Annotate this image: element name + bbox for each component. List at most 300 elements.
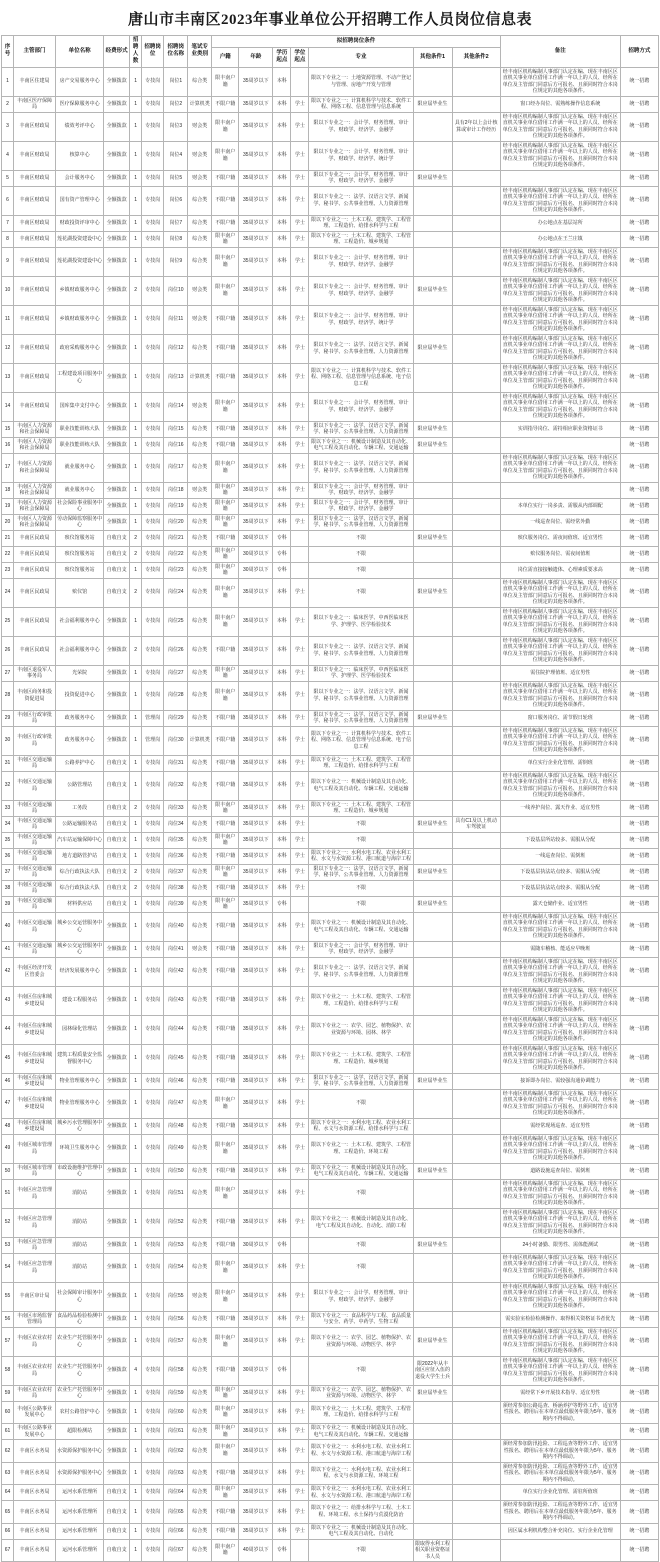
cell-hukou: 不限户籍 <box>212 1356 239 1385</box>
cell-major: 不限 <box>309 1539 413 1562</box>
cell-c2 <box>452 912 500 941</box>
cell-postname: 岗位14 <box>164 392 188 421</box>
cell-post: 专技岗 <box>142 112 164 141</box>
cell-remark: 须经常参加防汛抢险、工程巡查等野外工作、适宜男性报名、聘用后在本单位最低服务年限为5年、服务期内不得调动。 <box>500 1501 620 1524</box>
cell-num: 2 <box>130 276 142 305</box>
cell-c2 <box>452 1485 500 1501</box>
cell-num: 1 <box>130 1208 142 1237</box>
cell-unit: 运河水系管理所 <box>56 1485 104 1501</box>
cell-cat: 综合类 <box>188 1424 212 1440</box>
cell-method: 统一招聘 <box>620 1179 658 1208</box>
col-header-method: 招聘方式 <box>620 36 658 68</box>
cell-postname: 岗位66 <box>164 1523 188 1539</box>
cell-c1 <box>413 215 452 231</box>
cell-num: 1 <box>130 726 142 755</box>
cell-cat: 综合类 <box>188 832 212 848</box>
cell-cat: 综合类 <box>188 986 212 1015</box>
cell-age: 35周岁以下 <box>239 514 273 530</box>
cell-unit: 国库集中支付中心 <box>56 392 104 421</box>
table-row <box>2 530 659 546</box>
cell-unit: 消防站 <box>56 1208 104 1237</box>
cell-hukou: 不限户籍 <box>212 636 239 665</box>
cell-num: 1 <box>130 1424 142 1440</box>
cell-hukou: 不限户籍 <box>212 1237 239 1253</box>
cell-no: 32 <box>2 771 14 800</box>
recruitment-table <box>1 35 659 1562</box>
cell-fund: 全额拨款 <box>104 1253 130 1282</box>
cell-postname: 岗位7 <box>164 215 188 231</box>
cell-age: 35周岁以下 <box>239 816 273 832</box>
cell-unit: 建筑工程质量安全监督服务中心 <box>56 1044 104 1073</box>
cell-fund: 全额拨款 <box>104 453 130 482</box>
cell-remark: 经丰南区机构编制人事部门认定在编、现在丰南区区直机关事业单位借用工作满一年以上的人员、经所在单位及主管部门同意后方可报名、且须同时符合本岗位规定的其他各项条件。 <box>500 1179 620 1208</box>
cell-remark: 经丰南区机构编制人事部门认定在编、现在丰南区区直机关事业单位借用工作满一年以上的人员、经所在单位及主管部门同意后方可报名、且须同时符合本岗位规定的其他各项条件。 <box>500 1089 620 1118</box>
cell-hukou: 限丰南户籍 <box>212 1089 239 1118</box>
cell-hukou: 限丰南户籍 <box>212 665 239 681</box>
cell-num: 1 <box>130 170 142 186</box>
cell-c2 <box>452 392 500 421</box>
cell-cat: 综合类 <box>188 578 212 607</box>
cell-hukou: 限丰南户籍 <box>212 578 239 607</box>
cell-major: 限以下专业之一：法学、汉语言文学、新闻学、秘书学、公共事业管理、人力资源管理 <box>309 1073 413 1089</box>
cell-hukou: 限丰南户籍 <box>212 453 239 482</box>
cell-c2 <box>452 1208 500 1237</box>
cell-post: 专技岗 <box>142 1253 164 1282</box>
cell-postname: 岗位18 <box>164 482 188 498</box>
cell-fund: 自收自支 <box>104 880 130 896</box>
cell-dept: 丰南区民政局 <box>14 607 56 636</box>
cell-hukou: 限丰南户籍 <box>212 546 239 562</box>
cell-method: 统一招聘 <box>620 1237 658 1253</box>
cell-no: 1 <box>2 67 14 96</box>
cell-fund: 全额拨款 <box>104 1401 130 1424</box>
cell-age: 35周岁以下 <box>239 1282 273 1311</box>
cell-post: 专技岗 <box>142 334 164 363</box>
cell-remark: 经丰南区机构编制人事部门认定在编、现在丰南区区直机关事业单位借用工作满一年以上的人员、经所在单位及主管部门同意后方可报名、且须同时符合本岗位规定的其他各项条件。 <box>500 607 620 636</box>
cell-hukou: 限丰南户籍 <box>212 514 239 530</box>
cell-cat: 综合类 <box>188 67 212 96</box>
cell-age: 35周岁以下 <box>239 636 273 665</box>
cell-dept: 丰南区城市管理局 <box>14 1163 56 1179</box>
cell-fund: 全额拨款 <box>104 1385 130 1401</box>
cell-post: 专技岗 <box>142 67 164 96</box>
cell-c1 <box>413 247 452 276</box>
cell-postname: 岗位15 <box>164 421 188 437</box>
cell-dept: 丰南区住房和城乡建设局 <box>14 1118 56 1134</box>
cell-num: 1 <box>130 1073 142 1089</box>
cell-edu: 本科 <box>273 231 291 247</box>
table-row <box>2 112 659 141</box>
cell-dept: 丰南区人力资源和社会保障局 <box>14 498 56 514</box>
cell-post: 专技岗 <box>142 912 164 941</box>
cell-postname: 岗位40 <box>164 912 188 941</box>
cell-degree: 学士 <box>291 1118 309 1134</box>
cell-cat: 综合类 <box>188 453 212 482</box>
cell-major: 限以下专业之一：水利水电工程、农业水利工程、水文与水资源工程、给排水科学与工程 <box>309 1118 413 1134</box>
cell-unit: 综合行政执法大队 <box>56 880 104 896</box>
cell-method: 统一招聘 <box>620 1485 658 1501</box>
cell-post: 专技岗 <box>142 1163 164 1179</box>
cell-num: 1 <box>130 1044 142 1073</box>
cell-no: 58 <box>2 1356 14 1385</box>
cell-num: 1 <box>130 1462 142 1485</box>
cell-degree: 学士 <box>291 215 309 231</box>
cell-major: 限以下专业之一：农学、园艺、植物保护、农业资源与环境、园林、林学 <box>309 1015 413 1044</box>
cell-edu: 本科 <box>273 67 291 96</box>
cell-no: 65 <box>2 1501 14 1524</box>
cell-fund: 全额拨款 <box>104 421 130 437</box>
cell-c1 <box>413 880 452 896</box>
cell-post: 专技岗 <box>142 421 164 437</box>
cell-edu: 本科 <box>273 816 291 832</box>
cell-age: 35周岁以下 <box>239 607 273 636</box>
cell-hukou: 不限户籍 <box>212 437 239 453</box>
cell-num: 2 <box>130 530 142 546</box>
cell-num: 1 <box>130 957 142 986</box>
cell-method: 统一招聘 <box>620 186 658 215</box>
cell-hukou: 限丰南户籍 <box>212 141 239 170</box>
cell-post: 专技岗 <box>142 562 164 578</box>
cell-fund: 全额拨款 <box>104 941 130 957</box>
cell-age: 35周岁以下 <box>239 1462 273 1485</box>
table-row <box>2 607 659 636</box>
cell-post: 专技岗 <box>142 1282 164 1311</box>
cell-c2 <box>452 726 500 755</box>
cell-num: 1 <box>130 67 142 96</box>
cell-num: 1 <box>130 514 142 530</box>
cell-remark: 经丰南区机构编制人事部门认定在编、现在丰南区区直机关事业单位借用工作满一年以上的人员、经所在单位及主管部门同意后方可报名、且须同时符合本岗位规定的其他各项条件。 <box>500 305 620 334</box>
cell-fund: 全额拨款 <box>104 912 130 941</box>
cell-c2 <box>452 334 500 363</box>
cell-cat: 综合类 <box>188 1462 212 1485</box>
cell-edu: 本科 <box>273 848 291 864</box>
cell-method: 统一招聘 <box>620 941 658 957</box>
cell-no: 45 <box>2 1044 14 1073</box>
cell-fund: 全额拨款 <box>104 334 130 363</box>
cell-degree: 学士 <box>291 1424 309 1440</box>
cell-edu: 本科 <box>273 832 291 848</box>
col-header-postname: 招聘岗位名称 <box>164 36 188 68</box>
cell-num: 1 <box>130 1385 142 1401</box>
cell-c1 <box>413 726 452 755</box>
cell-dept: 丰南区人力资源和社会保障局 <box>14 514 56 530</box>
cell-edu: 本科 <box>273 186 291 215</box>
cell-c2 <box>452 880 500 896</box>
cell-fund: 全额拨款 <box>104 957 130 986</box>
cell-edu: 本科 <box>273 334 291 363</box>
cell-degree: 学士 <box>291 771 309 800</box>
cell-edu: 本科 <box>273 771 291 800</box>
cell-method: 统一招聘 <box>620 276 658 305</box>
table-row <box>2 514 659 530</box>
table-row <box>2 1311 659 1327</box>
cell-c1 <box>413 1089 452 1118</box>
cell-c1 <box>413 1118 452 1134</box>
cell-no: 2 <box>2 96 14 112</box>
cell-c1 <box>413 498 452 514</box>
cell-major: 限以下专业之一：会计学、财务管理、审计学、财政学、经济学、统计学 <box>309 141 413 170</box>
cell-c1: 限应届毕业生 <box>413 578 452 607</box>
cell-major: 限以下专业之一：土木工程、建筑学、工程管理、工程造价、城乡规划 <box>309 1044 413 1073</box>
cell-fund: 全额拨款 <box>104 1044 130 1073</box>
cell-major: 不限 <box>309 530 413 546</box>
cell-postname: 岗位58 <box>164 1356 188 1385</box>
cell-method: 统一招聘 <box>620 514 658 530</box>
cell-num: 1 <box>130 141 142 170</box>
cell-major: 限以下专业之一：土木工程、建筑学、工程管理、工程造价、城乡规划 <box>309 800 413 816</box>
cell-degree: 学士 <box>291 1089 309 1118</box>
cell-age: 35周岁以下 <box>239 771 273 800</box>
cell-unit: 农业生产托管服务中心 <box>56 1356 104 1385</box>
cell-num: 1 <box>130 896 142 912</box>
cell-c2 <box>452 482 500 498</box>
cell-dept: 丰南区民政局 <box>14 530 56 546</box>
cell-hukou: 限丰南户籍 <box>212 1440 239 1463</box>
cell-method: 统一招聘 <box>620 1440 658 1463</box>
col-header-unit: 单位名称 <box>56 36 104 68</box>
cell-degree: 学士 <box>291 880 309 896</box>
cell-postname: 岗位67 <box>164 1539 188 1562</box>
cell-major: 限以下专业之一：土木工程、建筑学、工程管理、工程造价、给排水科学与工程 <box>309 1401 413 1424</box>
cell-no: 11 <box>2 305 14 334</box>
cell-major: 限以下专业之一：法学、汉语言文学、新闻学、秘书学、公共事业管理、人力资源管理 <box>309 334 413 363</box>
cell-num: 1 <box>130 1118 142 1134</box>
cell-remark: 经丰南区机构编制人事部门认定在编、现在丰南区区直机关事业单位借用工作满一年以上的人员、经所在单位及主管部门同意后方可报名、且须同时符合本岗位规定的其他各项条件。 <box>500 1015 620 1044</box>
cell-remark <box>500 816 620 832</box>
cell-major: 限以下专业之一：计算机科学与技术、软件工程、网络工程、信息管理与信息系统、电子信息工程 <box>309 726 413 755</box>
cell-fund: 全额拨款 <box>104 1179 130 1208</box>
cell-major: 限以下专业之一：机械设计制造及其自动化、电气工程及其自动化、自动化 <box>309 1523 413 1539</box>
cell-no: 62 <box>2 1440 14 1463</box>
cell-cat: 综合类 <box>188 1073 212 1089</box>
cell-degree <box>291 1237 309 1253</box>
cell-c1: 限应届毕业生 <box>413 170 452 186</box>
cell-num: 1 <box>130 453 142 482</box>
cell-unit: 综合行政执法大队 <box>56 864 104 880</box>
cell-c2 <box>452 755 500 771</box>
cell-method: 统一招聘 <box>620 710 658 726</box>
cell-method: 统一招聘 <box>620 305 658 334</box>
cell-degree: 学士 <box>291 986 309 1015</box>
cell-remark: 殡仪服务岗位、需夜间值班 <box>500 546 620 562</box>
cell-fund: 全额拨款 <box>104 1089 130 1118</box>
cell-remark: 经丰南区机构编制人事部门认定在编、现在丰南区区直机关事业单位借用工作满一年以上的人员、经所在单位及主管部门同意后方可报名、且须同时符合本岗位规定的其他各项条件。 <box>500 1356 620 1385</box>
cell-c2 <box>452 1015 500 1044</box>
cell-post: 专技岗 <box>142 848 164 864</box>
cell-method: 统一招聘 <box>620 665 658 681</box>
cell-post: 专技岗 <box>142 1462 164 1485</box>
cell-cat: 财会类 <box>188 482 212 498</box>
cell-c2 <box>452 1134 500 1163</box>
cell-degree: 学士 <box>291 392 309 421</box>
cell-method: 统一招聘 <box>620 1385 658 1401</box>
cell-post: 专技岗 <box>142 1440 164 1463</box>
cell-remark: 一线巡查岗位、需经常外勤 <box>500 514 620 530</box>
cell-remark: 一线巡查岗位、需倒班 <box>500 848 620 864</box>
cell-degree: 学士 <box>291 681 309 710</box>
cell-no: 30 <box>2 726 14 755</box>
cell-edu: 本科 <box>273 1485 291 1501</box>
cell-fund: 全额拨款 <box>104 681 130 710</box>
cell-method: 统一招聘 <box>620 1253 658 1282</box>
cell-num: 1 <box>130 482 142 498</box>
cell-degree: 学士 <box>291 1501 309 1524</box>
cell-c2 <box>452 1089 500 1118</box>
cell-remark: 下设基层所站较多、需服从分配 <box>500 832 620 848</box>
cell-dept: 丰南区城市管理局 <box>14 1134 56 1163</box>
cell-major: 不限 <box>309 816 413 832</box>
cell-major: 限以下专业之一：土木工程、建筑学、工程管理、工程造价、环境工程 <box>309 1134 413 1163</box>
table-row <box>2 1327 659 1356</box>
cell-degree: 学士 <box>291 864 309 880</box>
table-row <box>2 392 659 421</box>
cell-hukou: 限丰南户籍 <box>212 562 239 578</box>
col-header-remark: 备注 <box>500 36 620 68</box>
cell-degree: 学士 <box>291 334 309 363</box>
cell-fund: 全额拨款 <box>104 1118 130 1134</box>
cell-unit: 社会福利服务中心 <box>56 636 104 665</box>
cell-unit: 物业管理服务中心 <box>56 1073 104 1089</box>
cell-post: 专技岗 <box>142 1539 164 1562</box>
cell-hukou: 不限户籍 <box>212 816 239 832</box>
cell-no: 47 <box>2 1089 14 1118</box>
cell-dept: 丰南区人力资源和社会保障局 <box>14 437 56 453</box>
cell-remark: 下设基层执法站点较多、需服从分配 <box>500 864 620 880</box>
cell-unit: 城乡公交运营服务中心 <box>57 942 103 956</box>
cell-no: 66 <box>2 1523 14 1539</box>
cell-c1 <box>413 636 452 665</box>
cell-num: 1 <box>130 607 142 636</box>
cell-postname: 岗位6 <box>164 186 188 215</box>
cell-num: 1 <box>130 912 142 941</box>
cell-num: 1 <box>130 1015 142 1044</box>
cell-postname: 岗位21 <box>164 530 188 546</box>
cell-unit: 汽车站运输保障中心 <box>56 832 104 848</box>
cell-major: 不限 <box>309 1253 413 1282</box>
table-row <box>2 986 659 1015</box>
cell-c1 <box>413 363 452 392</box>
cell-postname: 岗位16 <box>164 437 188 453</box>
cell-major: 限以下专业之一：法学、汉语言文学、新闻学、秘书学、公共事业管理、人力资源管理 <box>309 710 413 726</box>
cell-postname: 岗位39 <box>164 896 188 912</box>
cell-edu: 本科 <box>273 276 291 305</box>
cell-no: 51 <box>2 1179 14 1208</box>
table-row <box>2 96 659 112</box>
cell-c1: 限2022年从丰南区应征入伍的退役大学生士兵 <box>413 1356 452 1385</box>
cell-dept: 丰南区农业农村局 <box>14 1356 56 1385</box>
cell-post: 专技岗 <box>142 498 164 514</box>
table-row <box>2 1462 659 1485</box>
cell-degree: 学士 <box>291 665 309 681</box>
cell-age: 35周岁以下 <box>239 1163 273 1179</box>
cell-remark: 殡仪服务岗位、需夜间值班、适宜男性 <box>500 530 620 546</box>
cell-dept: 丰南区财政局 <box>14 247 56 276</box>
cell-dept: 丰南区住房和城乡建设局 <box>14 1089 56 1118</box>
cell-remark: 实训指导岗位、需持相应职业资格证书 <box>500 421 620 437</box>
cell-c1 <box>413 514 452 530</box>
table-row <box>2 1134 659 1163</box>
cell-unit: 园林绿化管理站 <box>56 1015 104 1044</box>
cell-unit: 政务服务中心 <box>56 726 104 755</box>
cell-c2 <box>452 1327 500 1356</box>
cell-no: 33 <box>2 800 14 816</box>
cell-age: 35周岁以下 <box>239 112 273 141</box>
cell-num: 2 <box>130 636 142 665</box>
cell-dept: 丰南区经济开发区管委会 <box>14 957 56 986</box>
cell-post: 专技岗 <box>142 1501 164 1524</box>
cell-fund: 全额拨款 <box>104 231 130 247</box>
cell-edu: 本科 <box>273 1282 291 1311</box>
cell-post: 专技岗 <box>142 1073 164 1089</box>
cell-major: 限以下专业之一：水利水电工程、农业水利工程、水文与水资源工程、环境工程 <box>309 1462 413 1485</box>
cell-cat: 综合类 <box>188 1440 212 1463</box>
cell-method: 统一招聘 <box>620 726 658 755</box>
cell-degree: 学士 <box>291 578 309 607</box>
cell-c1 <box>413 607 452 636</box>
cell-remark <box>500 482 620 498</box>
cell-c1: 限应届毕业生 <box>413 896 452 912</box>
cell-age: 35周岁以下 <box>239 1208 273 1237</box>
cell-dept: 丰南区财政局 <box>14 141 56 170</box>
cell-c2 <box>452 636 500 665</box>
cell-postname: 岗位48 <box>164 1118 188 1134</box>
cell-fund: 自收自支 <box>104 848 130 864</box>
cell-c1 <box>413 141 452 170</box>
cell-remark: 一线养护岗位、露天作业、适宜男性 <box>500 800 620 816</box>
cell-dept: 丰南区住房和城乡建设局 <box>14 1044 56 1073</box>
cell-no: 13 <box>2 363 14 392</box>
cell-no: 50 <box>2 1163 14 1179</box>
cell-degree: 学士 <box>291 710 309 726</box>
cell-postname: 岗位47 <box>164 1089 188 1118</box>
cell-degree: 学士 <box>291 1134 309 1163</box>
cell-unit: 绩效考评中心 <box>56 112 104 141</box>
cell-unit: 殡仪馆服务站 <box>56 546 104 562</box>
cell-age: 35周岁以下 <box>239 453 273 482</box>
cell-degree: 学士 <box>291 363 309 392</box>
cell-no: 15 <box>2 421 14 437</box>
cell-unit: 食品药品检验检测中心 <box>57 1312 103 1326</box>
cell-remark <box>500 1424 620 1440</box>
cell-post: 专技岗 <box>142 392 164 421</box>
cell-remark: 经丰南区机构编制人事部门认定在编、现在丰南区区直机关事业单位借用工作满一年以上的人员、经所在单位及主管部门同意后方可报名、且须同时符合本岗位规定的其他各项条件。 <box>500 334 620 363</box>
cell-unit: 超限检测站 <box>56 1424 104 1440</box>
cell-edu: 本科 <box>273 864 291 880</box>
cell-dept: 丰南区应急管理局 <box>14 1208 56 1237</box>
cell-degree: 学士 <box>291 112 309 141</box>
cell-num: 1 <box>130 498 142 514</box>
col-header-age: 年龄 <box>239 47 273 67</box>
col-header-edu: 学历起点 <box>273 47 291 67</box>
cell-age: 35周岁以下 <box>239 437 273 453</box>
cell-cat: 综合类 <box>188 1385 212 1401</box>
cell-degree: 学士 <box>291 607 309 636</box>
cell-cat: 财会类 <box>188 392 212 421</box>
col-header-num: 招聘人数 <box>130 36 142 68</box>
cell-c2 <box>452 800 500 816</box>
cell-hukou: 不限户籍 <box>212 986 239 1015</box>
cell-fund: 自收自支 <box>104 546 130 562</box>
cell-fund: 自收自支 <box>104 562 130 578</box>
cell-postname: 岗位59 <box>164 1385 188 1401</box>
cell-fund: 全额拨款 <box>104 482 130 498</box>
cell-method: 统一招聘 <box>620 1073 658 1089</box>
table-row <box>2 1440 659 1463</box>
cell-no: 12 <box>2 334 14 363</box>
cell-cat: 综合类 <box>188 1044 212 1073</box>
cell-c1: 限应届毕业生 <box>413 710 452 726</box>
cell-hukou: 不限户籍 <box>212 912 239 941</box>
